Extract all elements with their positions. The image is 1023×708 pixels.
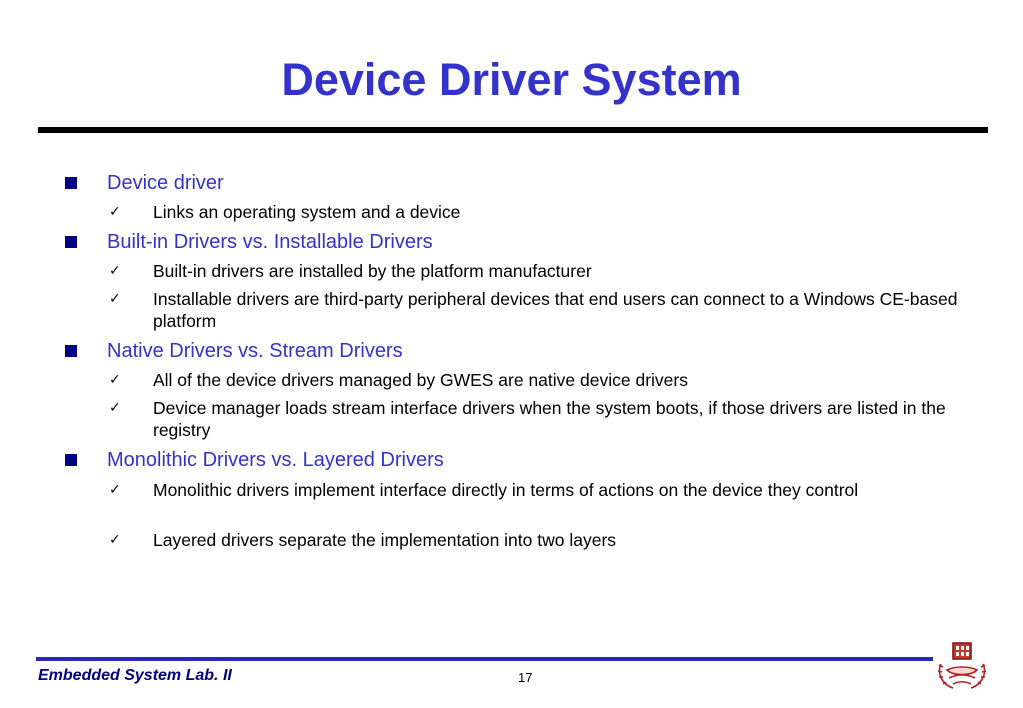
section-heading: Native Drivers vs. Stream Drivers: [107, 340, 403, 362]
checkmark-icon: ✓: [109, 372, 121, 388]
checkmark-icon: ✓: [109, 532, 121, 548]
square-bullet-icon: [65, 345, 77, 357]
list-item-text: Built-in drivers are installed by the platform manufacturer: [153, 261, 592, 281]
square-bullet-icon: [65, 177, 77, 189]
section-heading: Monolithic Drivers vs. Layered Drivers: [107, 449, 444, 471]
checkmark-icon: ✓: [109, 263, 121, 279]
checkmark-icon: ✓: [109, 400, 121, 416]
checkmark-icon: ✓: [109, 204, 121, 220]
list-item-text: Device manager loads stream interface drivers when the system boots, if those drivers are listed in the registry: [153, 398, 946, 440]
page-number: 17: [518, 670, 533, 685]
list-item-text: Monolithic drivers implement interface directly in terms of actions on the device they control: [153, 480, 859, 500]
slide-title: Device Driver System: [281, 54, 742, 105]
list-item-text: Installable drivers are third-party peripheral devices that end users can connect to a Windows CE-based platform: [153, 289, 958, 331]
university-seal-icon: [933, 640, 991, 692]
square-bullet-icon: [65, 454, 77, 466]
list-item-text: Layered drivers separate the implementation into two layers: [153, 530, 617, 550]
section-heading: Device driver: [107, 172, 224, 194]
list-item-text: Links an operating system and a device: [153, 202, 461, 222]
section-heading: Built-in Drivers vs. Installable Drivers: [107, 231, 433, 253]
footer-lab-name: Embedded System Lab. II: [38, 667, 232, 684]
list-item-text: All of the device drivers managed by GWES are native device drivers: [153, 370, 688, 390]
checkmark-icon: ✓: [109, 291, 121, 307]
checkmark-icon: ✓: [109, 482, 121, 498]
square-bullet-icon: [65, 236, 77, 248]
footer-divider: [36, 657, 933, 661]
title-divider: [38, 127, 988, 133]
